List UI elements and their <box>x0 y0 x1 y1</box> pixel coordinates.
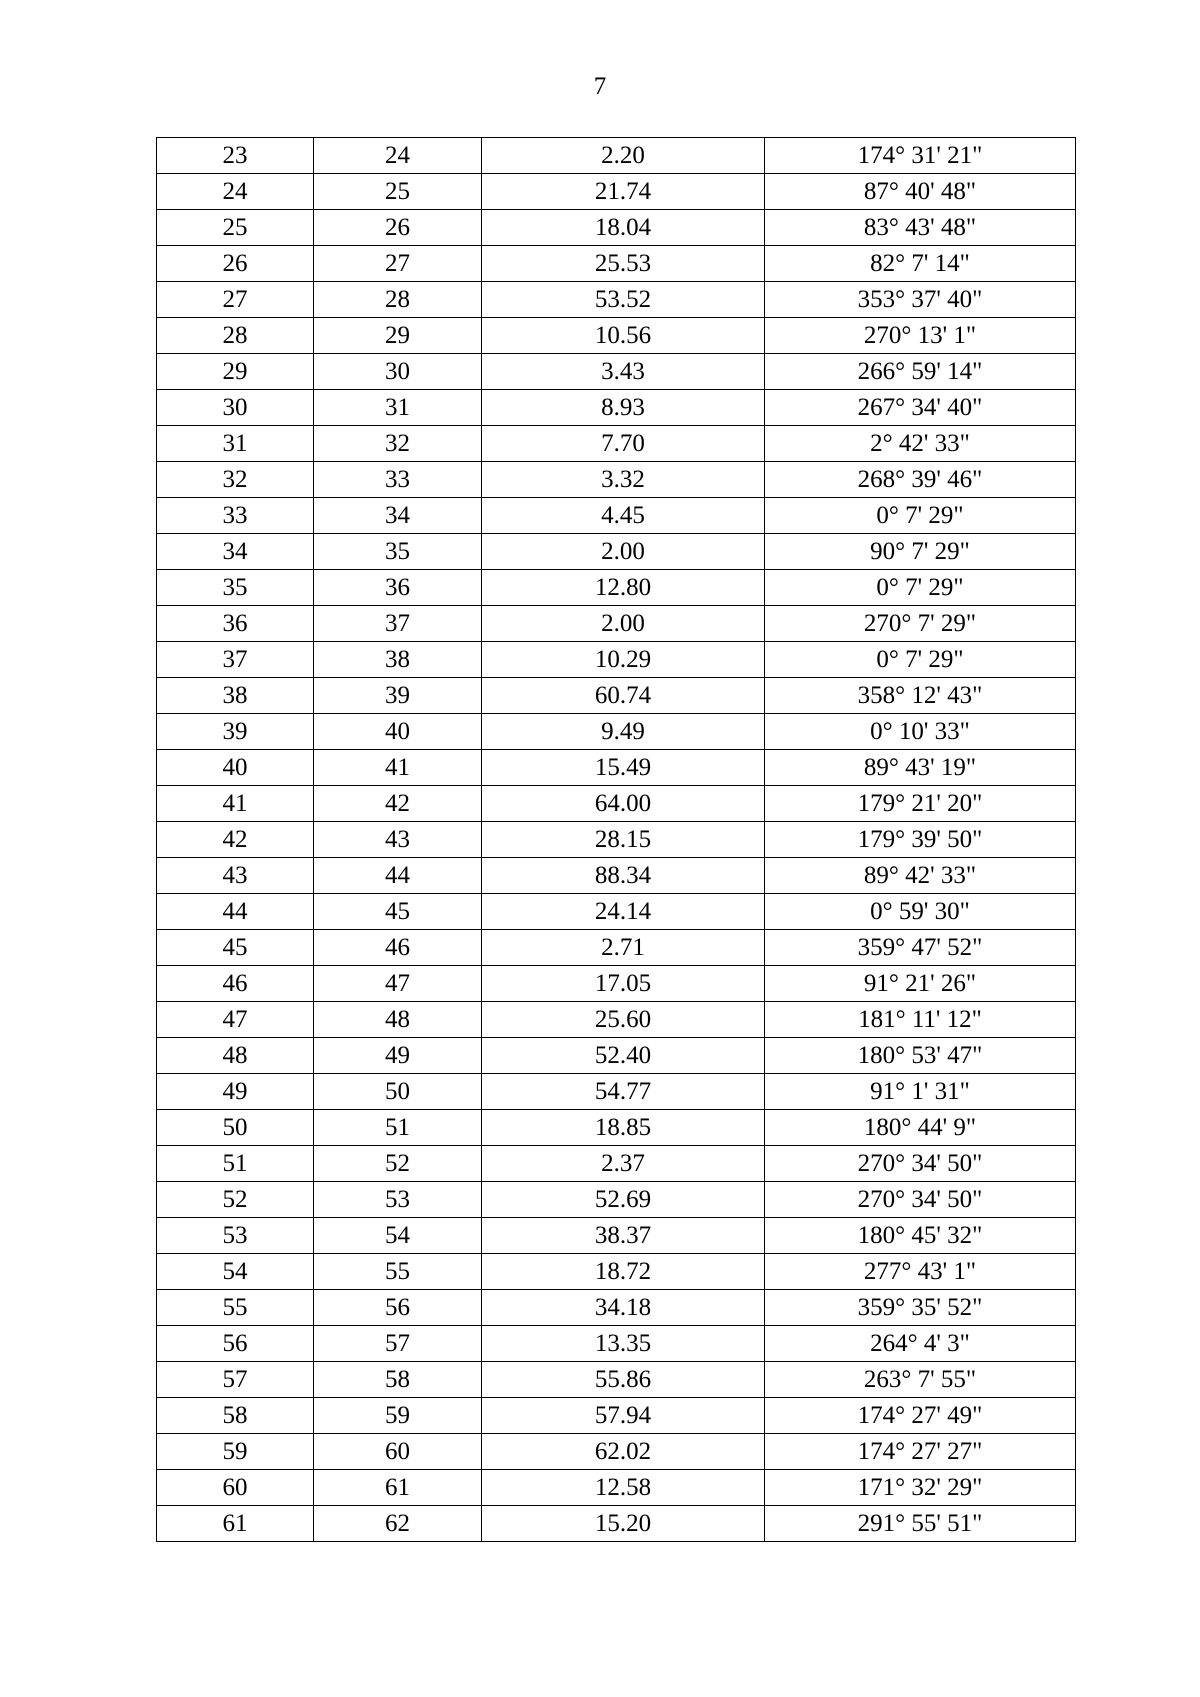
bearing-cell: 89° 42' 33" <box>765 858 1076 894</box>
distance-cell: 18.72 <box>482 1254 765 1290</box>
bearing-cell: 181° 11' 12" <box>765 1002 1076 1038</box>
distance-cell: 28.15 <box>482 822 765 858</box>
distance-cell: 2.71 <box>482 930 765 966</box>
to-point-cell: 55 <box>314 1254 482 1290</box>
to-point-cell: 38 <box>314 642 482 678</box>
distance-cell: 38.37 <box>482 1218 765 1254</box>
from-point-cell: 39 <box>157 714 314 750</box>
bearing-cell: 263° 7' 55" <box>765 1362 1076 1398</box>
to-point-cell: 58 <box>314 1362 482 1398</box>
from-point-cell: 42 <box>157 822 314 858</box>
to-point-cell: 42 <box>314 786 482 822</box>
table-row <box>157 1254 1076 1290</box>
to-point-cell: 34 <box>314 498 482 534</box>
table-row <box>157 1434 1076 1470</box>
bearing-cell: 180° 45' 32" <box>765 1218 1076 1254</box>
distance-cell: 54.77 <box>482 1074 765 1110</box>
distance-cell: 18.85 <box>482 1110 765 1146</box>
bearing-cell: 270° 13' 1" <box>765 318 1076 354</box>
distance-cell: 64.00 <box>482 786 765 822</box>
bearing-cell: 353° 37' 40" <box>765 282 1076 318</box>
table-row <box>157 426 1076 462</box>
bearing-cell: 359° 35' 52" <box>765 1290 1076 1326</box>
bearing-cell: 171° 32' 29" <box>765 1470 1076 1506</box>
to-point-cell: 43 <box>314 822 482 858</box>
table-row <box>157 1002 1076 1038</box>
table-row <box>157 318 1076 354</box>
to-point-cell: 32 <box>314 426 482 462</box>
bearing-cell: 359° 47' 52" <box>765 930 1076 966</box>
from-point-cell: 61 <box>157 1506 314 1542</box>
distance-cell: 25.53 <box>482 246 765 282</box>
table-row <box>157 714 1076 750</box>
distance-cell: 18.04 <box>482 210 765 246</box>
from-point-cell: 47 <box>157 1002 314 1038</box>
distance-cell: 52.40 <box>482 1038 765 1074</box>
distance-cell: 2.00 <box>482 534 765 570</box>
bearings-table <box>156 137 1076 1542</box>
bearing-cell: 291° 55' 51" <box>765 1506 1076 1542</box>
bearing-cell: 174° 27' 27" <box>765 1434 1076 1470</box>
table-row <box>157 750 1076 786</box>
to-point-cell: 53 <box>314 1182 482 1218</box>
table-row <box>157 930 1076 966</box>
table-row <box>157 534 1076 570</box>
from-point-cell: 50 <box>157 1110 314 1146</box>
table-row <box>157 678 1076 714</box>
table-row <box>157 1074 1076 1110</box>
bearing-cell: 179° 21' 20" <box>765 786 1076 822</box>
bearing-cell: 179° 39' 50" <box>765 822 1076 858</box>
to-point-cell: 59 <box>314 1398 482 1434</box>
to-point-cell: 49 <box>314 1038 482 1074</box>
bearing-cell: 0° 7' 29" <box>765 570 1076 606</box>
from-point-cell: 52 <box>157 1182 314 1218</box>
distance-cell: 88.34 <box>482 858 765 894</box>
to-point-cell: 56 <box>314 1290 482 1326</box>
bearing-cell: 0° 7' 29" <box>765 642 1076 678</box>
from-point-cell: 24 <box>157 174 314 210</box>
distance-cell: 2.37 <box>482 1146 765 1182</box>
from-point-cell: 26 <box>157 246 314 282</box>
table-row <box>157 966 1076 1002</box>
from-point-cell: 60 <box>157 1470 314 1506</box>
to-point-cell: 48 <box>314 1002 482 1038</box>
to-point-cell: 60 <box>314 1434 482 1470</box>
distance-cell: 15.49 <box>482 750 765 786</box>
from-point-cell: 49 <box>157 1074 314 1110</box>
bearing-cell: 82° 7' 14" <box>765 246 1076 282</box>
table-row <box>157 1362 1076 1398</box>
to-point-cell: 29 <box>314 318 482 354</box>
from-point-cell: 53 <box>157 1218 314 1254</box>
table-row <box>157 462 1076 498</box>
from-point-cell: 48 <box>157 1038 314 1074</box>
distance-cell: 2.00 <box>482 606 765 642</box>
table-row <box>157 390 1076 426</box>
to-point-cell: 27 <box>314 246 482 282</box>
table-row <box>157 282 1076 318</box>
from-point-cell: 27 <box>157 282 314 318</box>
table-row <box>157 1326 1076 1362</box>
table-row <box>157 822 1076 858</box>
bearing-cell: 91° 21' 26" <box>765 966 1076 1002</box>
distance-cell: 12.58 <box>482 1470 765 1506</box>
to-point-cell: 28 <box>314 282 482 318</box>
to-point-cell: 35 <box>314 534 482 570</box>
from-point-cell: 44 <box>157 894 314 930</box>
to-point-cell: 47 <box>314 966 482 1002</box>
from-point-cell: 43 <box>157 858 314 894</box>
bearing-cell: 2° 42' 33" <box>765 426 1076 462</box>
distance-cell: 52.69 <box>482 1182 765 1218</box>
table-row <box>157 858 1076 894</box>
to-point-cell: 57 <box>314 1326 482 1362</box>
from-point-cell: 41 <box>157 786 314 822</box>
distance-cell: 8.93 <box>482 390 765 426</box>
from-point-cell: 57 <box>157 1362 314 1398</box>
to-point-cell: 61 <box>314 1470 482 1506</box>
from-point-cell: 25 <box>157 210 314 246</box>
to-point-cell: 37 <box>314 606 482 642</box>
table-row <box>157 1290 1076 1326</box>
from-point-cell: 30 <box>157 390 314 426</box>
distance-cell: 15.20 <box>482 1506 765 1542</box>
bearing-cell: 90° 7' 29" <box>765 534 1076 570</box>
to-point-cell: 31 <box>314 390 482 426</box>
distance-cell: 62.02 <box>482 1434 765 1470</box>
table-row <box>157 138 1076 174</box>
distance-cell: 25.60 <box>482 1002 765 1038</box>
from-point-cell: 56 <box>157 1326 314 1362</box>
to-point-cell: 62 <box>314 1506 482 1542</box>
bearing-cell: 0° 7' 29" <box>765 498 1076 534</box>
to-point-cell: 40 <box>314 714 482 750</box>
bearing-cell: 174° 27' 49" <box>765 1398 1076 1434</box>
from-point-cell: 37 <box>157 642 314 678</box>
table-row <box>157 246 1076 282</box>
to-point-cell: 44 <box>314 858 482 894</box>
bearing-cell: 174° 31' 21" <box>765 138 1076 174</box>
to-point-cell: 39 <box>314 678 482 714</box>
bearing-cell: 180° 53' 47" <box>765 1038 1076 1074</box>
table-row <box>157 570 1076 606</box>
from-point-cell: 46 <box>157 966 314 1002</box>
table-row <box>157 606 1076 642</box>
to-point-cell: 24 <box>314 138 482 174</box>
distance-cell: 12.80 <box>482 570 765 606</box>
from-point-cell: 51 <box>157 1146 314 1182</box>
table-row <box>157 1110 1076 1146</box>
bearing-cell: 91° 1' 31" <box>765 1074 1076 1110</box>
to-point-cell: 33 <box>314 462 482 498</box>
table-row <box>157 210 1076 246</box>
from-point-cell: 54 <box>157 1254 314 1290</box>
table-body <box>157 138 1076 1542</box>
bearing-cell: 268° 39' 46" <box>765 462 1076 498</box>
from-point-cell: 32 <box>157 462 314 498</box>
table-row <box>157 1218 1076 1254</box>
table-row <box>157 1146 1076 1182</box>
distance-cell: 9.49 <box>482 714 765 750</box>
page-number: 7 <box>593 73 607 100</box>
table-row <box>157 174 1076 210</box>
table-row <box>157 354 1076 390</box>
to-point-cell: 52 <box>314 1146 482 1182</box>
distance-cell: 3.32 <box>482 462 765 498</box>
bearing-cell: 270° 34' 50" <box>765 1182 1076 1218</box>
table-row <box>157 1398 1076 1434</box>
bearing-cell: 87° 40' 48" <box>765 174 1076 210</box>
table-row <box>157 786 1076 822</box>
bearing-cell: 180° 44' 9" <box>765 1110 1076 1146</box>
bearing-cell: 83° 43' 48" <box>765 210 1076 246</box>
to-point-cell: 30 <box>314 354 482 390</box>
bearing-cell: 270° 34' 50" <box>765 1146 1076 1182</box>
to-point-cell: 26 <box>314 210 482 246</box>
distance-cell: 10.29 <box>482 642 765 678</box>
bearing-cell: 0° 10' 33" <box>765 714 1076 750</box>
from-point-cell: 31 <box>157 426 314 462</box>
table-row <box>157 1038 1076 1074</box>
distance-cell: 57.94 <box>482 1398 765 1434</box>
distance-cell: 13.35 <box>482 1326 765 1362</box>
bearing-cell: 358° 12' 43" <box>765 678 1076 714</box>
bearing-cell: 266° 59' 14" <box>765 354 1076 390</box>
distance-cell: 17.05 <box>482 966 765 1002</box>
from-point-cell: 40 <box>157 750 314 786</box>
from-point-cell: 36 <box>157 606 314 642</box>
distance-cell: 3.43 <box>482 354 765 390</box>
distance-cell: 55.86 <box>482 1362 765 1398</box>
to-point-cell: 54 <box>314 1218 482 1254</box>
from-point-cell: 33 <box>157 498 314 534</box>
from-point-cell: 45 <box>157 930 314 966</box>
from-point-cell: 29 <box>157 354 314 390</box>
distance-cell: 10.56 <box>482 318 765 354</box>
bearing-cell: 89° 43' 19" <box>765 750 1076 786</box>
from-point-cell: 38 <box>157 678 314 714</box>
table-row <box>157 894 1076 930</box>
distance-cell: 60.74 <box>482 678 765 714</box>
table-row <box>157 1470 1076 1506</box>
bearing-cell: 267° 34' 40" <box>765 390 1076 426</box>
to-point-cell: 36 <box>314 570 482 606</box>
table-row <box>157 1506 1076 1542</box>
from-point-cell: 55 <box>157 1290 314 1326</box>
to-point-cell: 46 <box>314 930 482 966</box>
bearing-cell: 0° 59' 30" <box>765 894 1076 930</box>
distance-cell: 53.52 <box>482 282 765 318</box>
bearing-cell: 277° 43' 1" <box>765 1254 1076 1290</box>
distance-cell: 2.20 <box>482 138 765 174</box>
from-point-cell: 34 <box>157 534 314 570</box>
to-point-cell: 45 <box>314 894 482 930</box>
to-point-cell: 25 <box>314 174 482 210</box>
distance-cell: 34.18 <box>482 1290 765 1326</box>
from-point-cell: 58 <box>157 1398 314 1434</box>
to-point-cell: 41 <box>314 750 482 786</box>
distance-cell: 4.45 <box>482 498 765 534</box>
from-point-cell: 35 <box>157 570 314 606</box>
distance-cell: 24.14 <box>482 894 765 930</box>
from-point-cell: 23 <box>157 138 314 174</box>
table-row <box>157 1182 1076 1218</box>
table-row <box>157 498 1076 534</box>
distance-cell: 21.74 <box>482 174 765 210</box>
from-point-cell: 28 <box>157 318 314 354</box>
bearing-cell: 264° 4' 3" <box>765 1326 1076 1362</box>
distance-cell: 7.70 <box>482 426 765 462</box>
bearing-cell: 270° 7' 29" <box>765 606 1076 642</box>
from-point-cell: 59 <box>157 1434 314 1470</box>
to-point-cell: 50 <box>314 1074 482 1110</box>
to-point-cell: 51 <box>314 1110 482 1146</box>
table-row <box>157 642 1076 678</box>
